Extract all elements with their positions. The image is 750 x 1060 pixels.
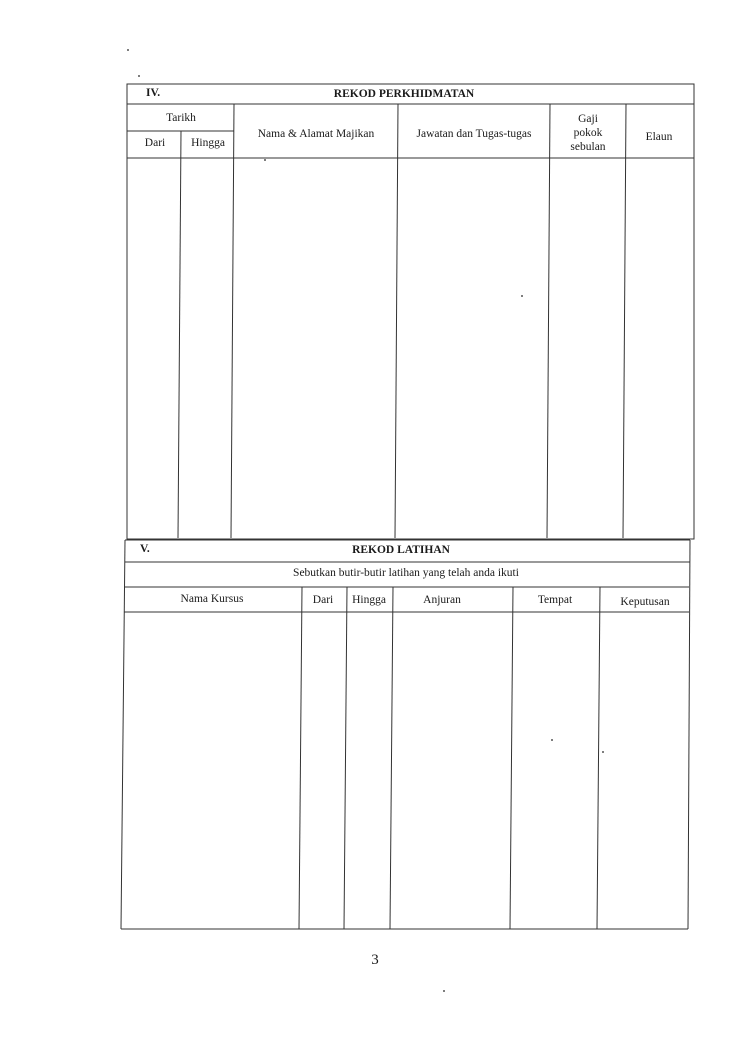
scan-speck	[264, 159, 266, 161]
service-col-divider-3	[395, 104, 398, 538]
training-col-divider-1	[299, 587, 302, 929]
scan-speck	[443, 990, 445, 992]
service-col-divider-2	[231, 104, 234, 538]
training-dari-header: Dari	[312, 594, 334, 606]
training-col-divider-5	[597, 587, 600, 929]
training-instruction: Sebutkan butir-butir latihan yang telah anda ikuti	[293, 567, 519, 579]
salary-header-line3: sebulan	[570, 141, 606, 153]
page-number: 3	[371, 952, 379, 968]
course-name-header: Nama Kursus	[180, 593, 244, 605]
service-hingga-header: Hingga	[191, 137, 225, 149]
training-col-divider-3	[390, 587, 393, 929]
training-section-number: V.	[140, 543, 150, 555]
service-dari-header: Dari	[144, 137, 166, 149]
training-left-border	[121, 540, 125, 929]
scan-speck	[551, 739, 553, 741]
place-header: Tempat	[537, 594, 573, 606]
tarikh-header: Tarikh	[166, 112, 196, 124]
service-col-divider-4	[547, 104, 550, 538]
organizer-header: Anjuran	[423, 594, 461, 606]
result-header: Keputusan	[620, 596, 670, 608]
service-section-title: REKOD PERKHIDMATAN	[333, 88, 475, 100]
scan-speck	[521, 295, 523, 297]
salary-header-line2: pokok	[573, 127, 603, 139]
service-col-divider-5	[623, 104, 626, 538]
training-col-divider-4	[510, 587, 513, 929]
position-header: Jawatan dan Tugas-tugas	[416, 128, 532, 140]
employer-header: Nama & Alamat Majikan	[257, 128, 375, 140]
training-hingga-header: Hingga	[352, 594, 386, 606]
scan-speck	[602, 751, 604, 753]
scan-speck	[138, 75, 140, 77]
service-section-number: IV.	[146, 87, 161, 99]
service-col-divider-1	[178, 131, 181, 538]
training-section-title: REKOD LATIHAN	[352, 544, 450, 556]
salary-header-line1: Gaji	[578, 113, 598, 125]
training-col-divider-2	[344, 587, 347, 929]
allowance-header: Elaun	[645, 131, 673, 143]
training-right-border	[688, 540, 690, 929]
scan-speck	[127, 49, 129, 51]
service-record-table-border	[127, 84, 694, 539]
